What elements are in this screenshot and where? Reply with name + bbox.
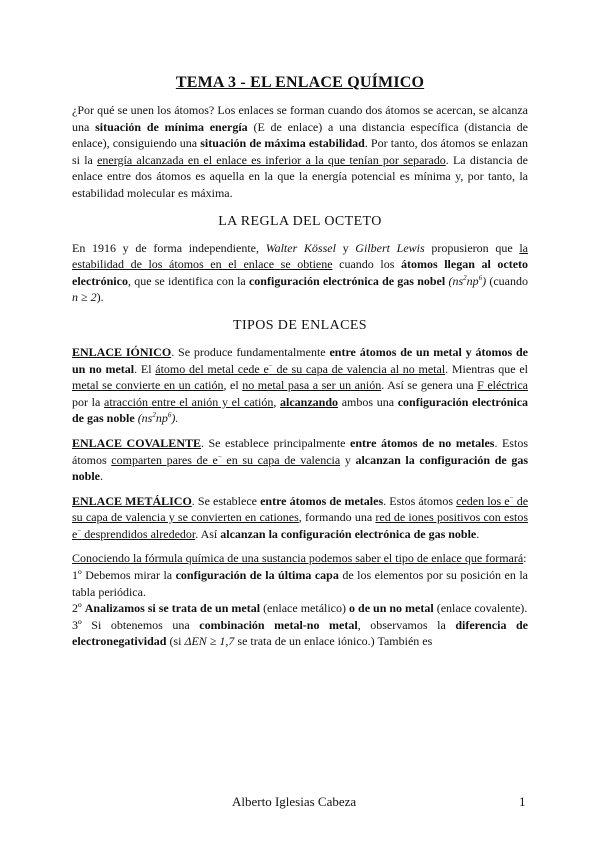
text: , que se identifica con la — [127, 273, 249, 288]
text: . Se establece — [191, 493, 261, 508]
step-2 — [72, 600, 528, 617]
spacer — [72, 542, 528, 550]
step-3 — [72, 617, 528, 650]
text: 2º — [72, 601, 85, 616]
section-heading-tipos: TIPOS DE ENLACES — [233, 317, 367, 333]
bold-text: situación de máxima estabilidad — [200, 136, 365, 151]
bold-text: entre átomos de un metal y átomos de un no metal — [72, 344, 528, 376]
superscript: − — [268, 361, 273, 370]
underlined-text — [155, 362, 445, 376]
text: y — [335, 240, 356, 255]
underlined-text: no metal pasa a ser un anión — [242, 378, 382, 393]
intro-paragraph — [72, 102, 528, 202]
text: , observamos la — [357, 617, 456, 632]
text: desprendidos alrededor — [81, 526, 196, 541]
text: se trata de un enlace iónico.) También es — [234, 634, 433, 649]
underlined-text: F eléctrica — [477, 378, 528, 393]
text: . Se produce fundamentalmente — [171, 344, 330, 359]
formula — [138, 411, 179, 425]
covalente-paragraph — [72, 435, 528, 485]
text: 3º Si obtenemos una — [72, 617, 200, 632]
bold-text: entre átomos de metales — [260, 493, 384, 508]
text: ¿Por qué se unen los átomos? Los enlaces se forman cuando dos átomos se acercan, se alcanza una — [72, 103, 528, 134]
text: , — [273, 394, 281, 409]
step-1 — [72, 567, 528, 600]
formula-part: ). — [171, 411, 179, 426]
bold-text: átomos llegan al octeto electrónico — [72, 257, 529, 288]
text: ceden los e — [456, 493, 510, 508]
text: átomo del metal cede e — [155, 361, 269, 376]
text: , el — [223, 378, 243, 393]
underlined-text: metal se convierte en un catión — [72, 378, 224, 393]
bold-text: configuración electrónica de gas noble — [72, 394, 529, 426]
document-page — [72, 74, 528, 650]
text: 1º Debemos mirar la — [72, 568, 176, 583]
text: : — [523, 551, 527, 566]
italic-name: Gilbert Lewis — [355, 240, 425, 255]
bold-text: combinación metal-no metal — [199, 617, 358, 632]
bold-text: configuración de la última capa — [175, 568, 339, 583]
section-heading-octeto: LA REGLA DEL OCTETO — [218, 213, 382, 229]
underlined-text — [111, 453, 340, 467]
text: comparten pares de e — [111, 452, 218, 467]
text: . Así — [195, 526, 221, 541]
text: , formando una — [298, 510, 376, 525]
text: (enlace metálico) — [260, 601, 350, 616]
bold-text: alcanzan la configuración de gas noble — [72, 452, 528, 484]
text: (cuando — [486, 273, 529, 288]
underlined-text: Conociendo la fórmula química de una sustancia podemos saber el tipo de enlace que formará — [72, 551, 524, 566]
metalico-paragraph — [72, 493, 528, 543]
superscript: 2 — [152, 411, 156, 420]
text: (enlace covalente). — [433, 601, 528, 616]
underlined-text: atracción entre el anión y el catión — [104, 394, 274, 409]
text: de los elementos por su posición en la tabla periódica. — [72, 568, 528, 599]
superscript: 2 — [463, 273, 467, 282]
formula-part: ) — [482, 273, 487, 288]
text: de su capa de valencia y se convierten en cationes — [72, 493, 529, 525]
formula — [448, 274, 486, 288]
formula-part: np — [155, 411, 168, 426]
text: . — [100, 469, 104, 484]
text: . — [476, 526, 480, 541]
text: . Así se genera una — [381, 378, 478, 393]
bold-text: Analizamos si se trata de un metal — [84, 601, 261, 616]
spacer — [72, 485, 528, 493]
bold-text: diferencia de electronegatividad — [72, 617, 528, 649]
bold-text: entre átomos de no metales — [350, 435, 495, 450]
superscript: − — [509, 493, 514, 502]
text: en su capa de valencia — [221, 452, 341, 467]
superscript: − — [217, 452, 222, 461]
text: ). — [96, 290, 104, 305]
covalente-heading: ENLACE COVALENTE — [72, 435, 201, 450]
ionico-heading: ENLACE IÓNICO — [72, 344, 172, 359]
formula-part: (ns — [448, 273, 464, 288]
text: ambos una — [338, 394, 398, 409]
text: . Mientras que el — [445, 361, 528, 376]
spacer — [72, 427, 528, 435]
ionico-paragraph — [72, 344, 528, 427]
text: . Estos átomos — [72, 435, 528, 467]
text: En 1916 y de forma independiente, — [72, 240, 266, 255]
bold-text: alcanzan la configuración electrónica de gas noble — [220, 526, 477, 541]
text: red de iones positivos con estos e — [72, 510, 528, 541]
formula-part: np — [466, 273, 479, 288]
page-number: 1 — [519, 794, 526, 809]
formula-part: (ns — [137, 411, 153, 426]
text: de su capa de valencia al no metal — [272, 361, 446, 376]
bold-text: configuración electrónica de gas nobel — [248, 273, 446, 288]
text: . Por tanto, dos átomos se enlazan si la — [72, 136, 529, 167]
text: cuando los — [332, 257, 401, 272]
document-title: TEMA 3 - EL ENLACE QUÍMICO — [175, 74, 425, 91]
text: (E de enlace) a una distancia específica (distancia de enlace), consiguiendo una — [72, 119, 529, 151]
bold-text: alcanzando — [280, 394, 339, 409]
bold-text: o de un no metal — [349, 601, 434, 616]
superscript: 6 — [167, 411, 172, 420]
text: . Estos átomos — [383, 493, 457, 508]
italic-name: Walter Kössel — [265, 240, 336, 255]
formula: ΔEN ≥ 1,7 — [184, 634, 235, 649]
text: (si — [166, 634, 185, 649]
footer-author: Alberto Iglesias Cabeza — [232, 794, 357, 809]
text: por la — [72, 394, 105, 409]
underlined-text: energía alcanzada en el enlace es inferior a la que tenían por separado — [97, 152, 446, 167]
formula: n ≥ 2 — [72, 290, 97, 305]
conociendo-paragraph — [72, 550, 528, 567]
octeto-paragraph — [72, 240, 528, 306]
text: y — [340, 452, 356, 467]
text: . La distancia de enlace entre dos átomos es aquella en la que la energía potencial es mínima y, por tanto, la estabilidad molecular es máxima. — [72, 152, 529, 200]
underlined-text: la estabilidad de los átomos en el enlace se obtiene — [72, 240, 529, 272]
text: propusieron que — [424, 240, 520, 255]
superscript: 6 — [478, 273, 483, 282]
text: . Se establece principalmente — [201, 435, 350, 450]
text: . El — [134, 361, 156, 376]
superscript: − — [77, 526, 82, 535]
bold-text: situación de mínima energía — [95, 119, 248, 134]
metalico-heading: ENLACE METÁLICO — [72, 493, 192, 508]
